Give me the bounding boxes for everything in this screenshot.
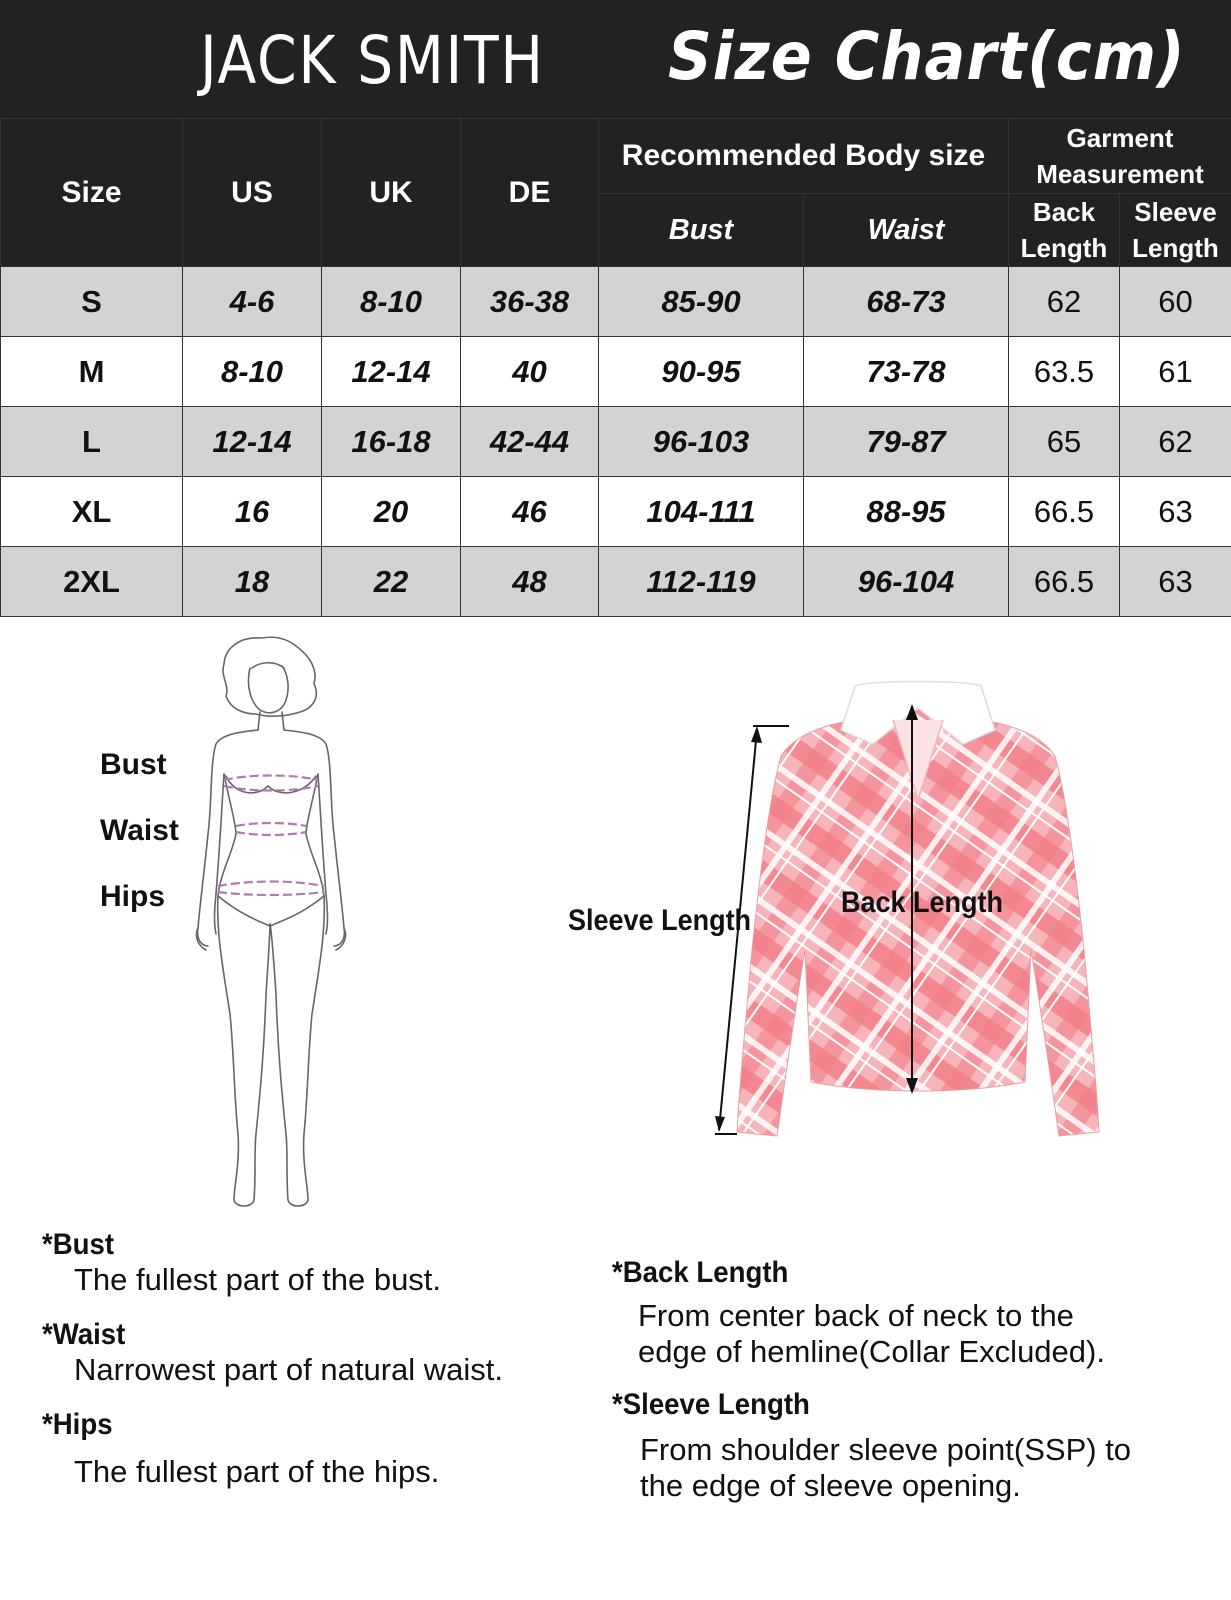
cell-uk: 16-18 <box>322 407 461 477</box>
cell-uk: 8-10 <box>322 267 461 337</box>
def-bust-text: The fullest part of the bust. <box>74 1262 442 1297</box>
header-sleeve-length: Sleeve Length <box>1120 194 1231 267</box>
cell-de: 42-44 <box>461 407 599 477</box>
cell-sleeve-length: 61 <box>1120 337 1231 407</box>
cell-us: 12-14 <box>183 407 322 477</box>
cell-uk: 20 <box>322 477 461 547</box>
cell-waist: 73-78 <box>804 337 1009 407</box>
header-garment-measurement: Garment Measurement <box>1009 119 1231 194</box>
label-bust: Bust <box>100 748 167 781</box>
table-row <box>1 547 1231 617</box>
cell-us: 16 <box>183 477 322 547</box>
def-back-length-title: *Back Length <box>612 1256 789 1289</box>
cell-bust: 104-111 <box>599 477 804 547</box>
garment-illustration <box>715 680 1115 1180</box>
cell-sleeve-length: 62 <box>1120 407 1231 477</box>
label-back-length: Back Length <box>841 886 1004 919</box>
cell-waist: 88-95 <box>804 477 1009 547</box>
cell-size: S <box>1 267 183 337</box>
table-row <box>1 407 1231 477</box>
cell-bust: 96-103 <box>599 407 804 477</box>
chart-title: Size Chart(cm) <box>668 18 1186 95</box>
def-waist-text: Narrowest part of natural waist. <box>74 1352 504 1387</box>
size-table <box>0 118 1231 617</box>
cell-waist: 79-87 <box>804 407 1009 477</box>
label-waist: Waist <box>100 814 179 847</box>
cell-sleeve-length: 60 <box>1120 267 1231 337</box>
def-bust-title: *Bust <box>42 1228 115 1261</box>
def-sleeve-length-text-2: the edge of sleeve opening. <box>640 1468 1021 1503</box>
cell-us: 4-6 <box>183 267 322 337</box>
cell-size: M <box>1 337 183 407</box>
definitions-left <box>42 1228 602 1490</box>
cell-de: 40 <box>461 337 599 407</box>
def-back-length-text-2: edge of hemline(Collar Excluded). <box>638 1334 1105 1369</box>
brand-logo: JACK SMITH <box>200 22 545 99</box>
cell-bust: 112-119 <box>599 547 804 617</box>
header-waist: Waist <box>804 194 1009 267</box>
cell-bust: 85-90 <box>599 267 804 337</box>
cell-us: 8-10 <box>183 337 322 407</box>
header-back-length: Back Length <box>1009 194 1120 267</box>
table-row <box>1 477 1231 547</box>
cell-waist: 96-104 <box>804 547 1009 617</box>
cell-waist: 68-73 <box>804 267 1009 337</box>
cell-back-length: 66.5 <box>1009 547 1120 617</box>
def-sleeve-length-text-1: From shoulder sleeve point(SSP) to <box>640 1432 1132 1467</box>
def-hips-title: *Hips <box>42 1408 113 1441</box>
header-bust: Bust <box>599 194 804 267</box>
label-hips: Hips <box>100 880 166 913</box>
cell-back-length: 63.5 <box>1009 337 1120 407</box>
header-size: Size <box>1 119 183 267</box>
cell-back-length: 66.5 <box>1009 477 1120 547</box>
cell-us: 18 <box>183 547 322 617</box>
header-uk: UK <box>322 119 461 267</box>
cell-sleeve-length: 63 <box>1120 477 1231 547</box>
header-recommended-body-size: Recommended Body size <box>599 119 1009 194</box>
body-figure-illustration <box>190 634 350 1224</box>
cell-bust: 90-95 <box>599 337 804 407</box>
cell-back-length: 65 <box>1009 407 1120 477</box>
def-hips-text: The fullest part of the hips. <box>74 1454 440 1489</box>
cell-size: L <box>1 407 183 477</box>
table-row <box>1 267 1231 337</box>
cell-size: 2XL <box>1 547 183 617</box>
header-us: US <box>183 119 322 267</box>
header-bar <box>0 0 1231 118</box>
cell-back-length: 62 <box>1009 267 1120 337</box>
cell-uk: 12-14 <box>322 337 461 407</box>
cell-de: 36-38 <box>461 267 599 337</box>
def-waist-title: *Waist <box>42 1318 126 1351</box>
cell-sleeve-length: 63 <box>1120 547 1231 617</box>
cell-size: XL <box>1 477 183 547</box>
definitions-right <box>612 1256 1212 1504</box>
table-row <box>1 337 1231 407</box>
cell-uk: 22 <box>322 547 461 617</box>
header-de: DE <box>461 119 599 267</box>
def-back-length-text-1: From center back of neck to the <box>638 1298 1074 1333</box>
label-sleeve-length: Sleeve Length <box>568 904 752 937</box>
cell-de: 48 <box>461 547 599 617</box>
cell-de: 46 <box>461 477 599 547</box>
def-sleeve-length-title: *Sleeve Length <box>612 1388 810 1421</box>
